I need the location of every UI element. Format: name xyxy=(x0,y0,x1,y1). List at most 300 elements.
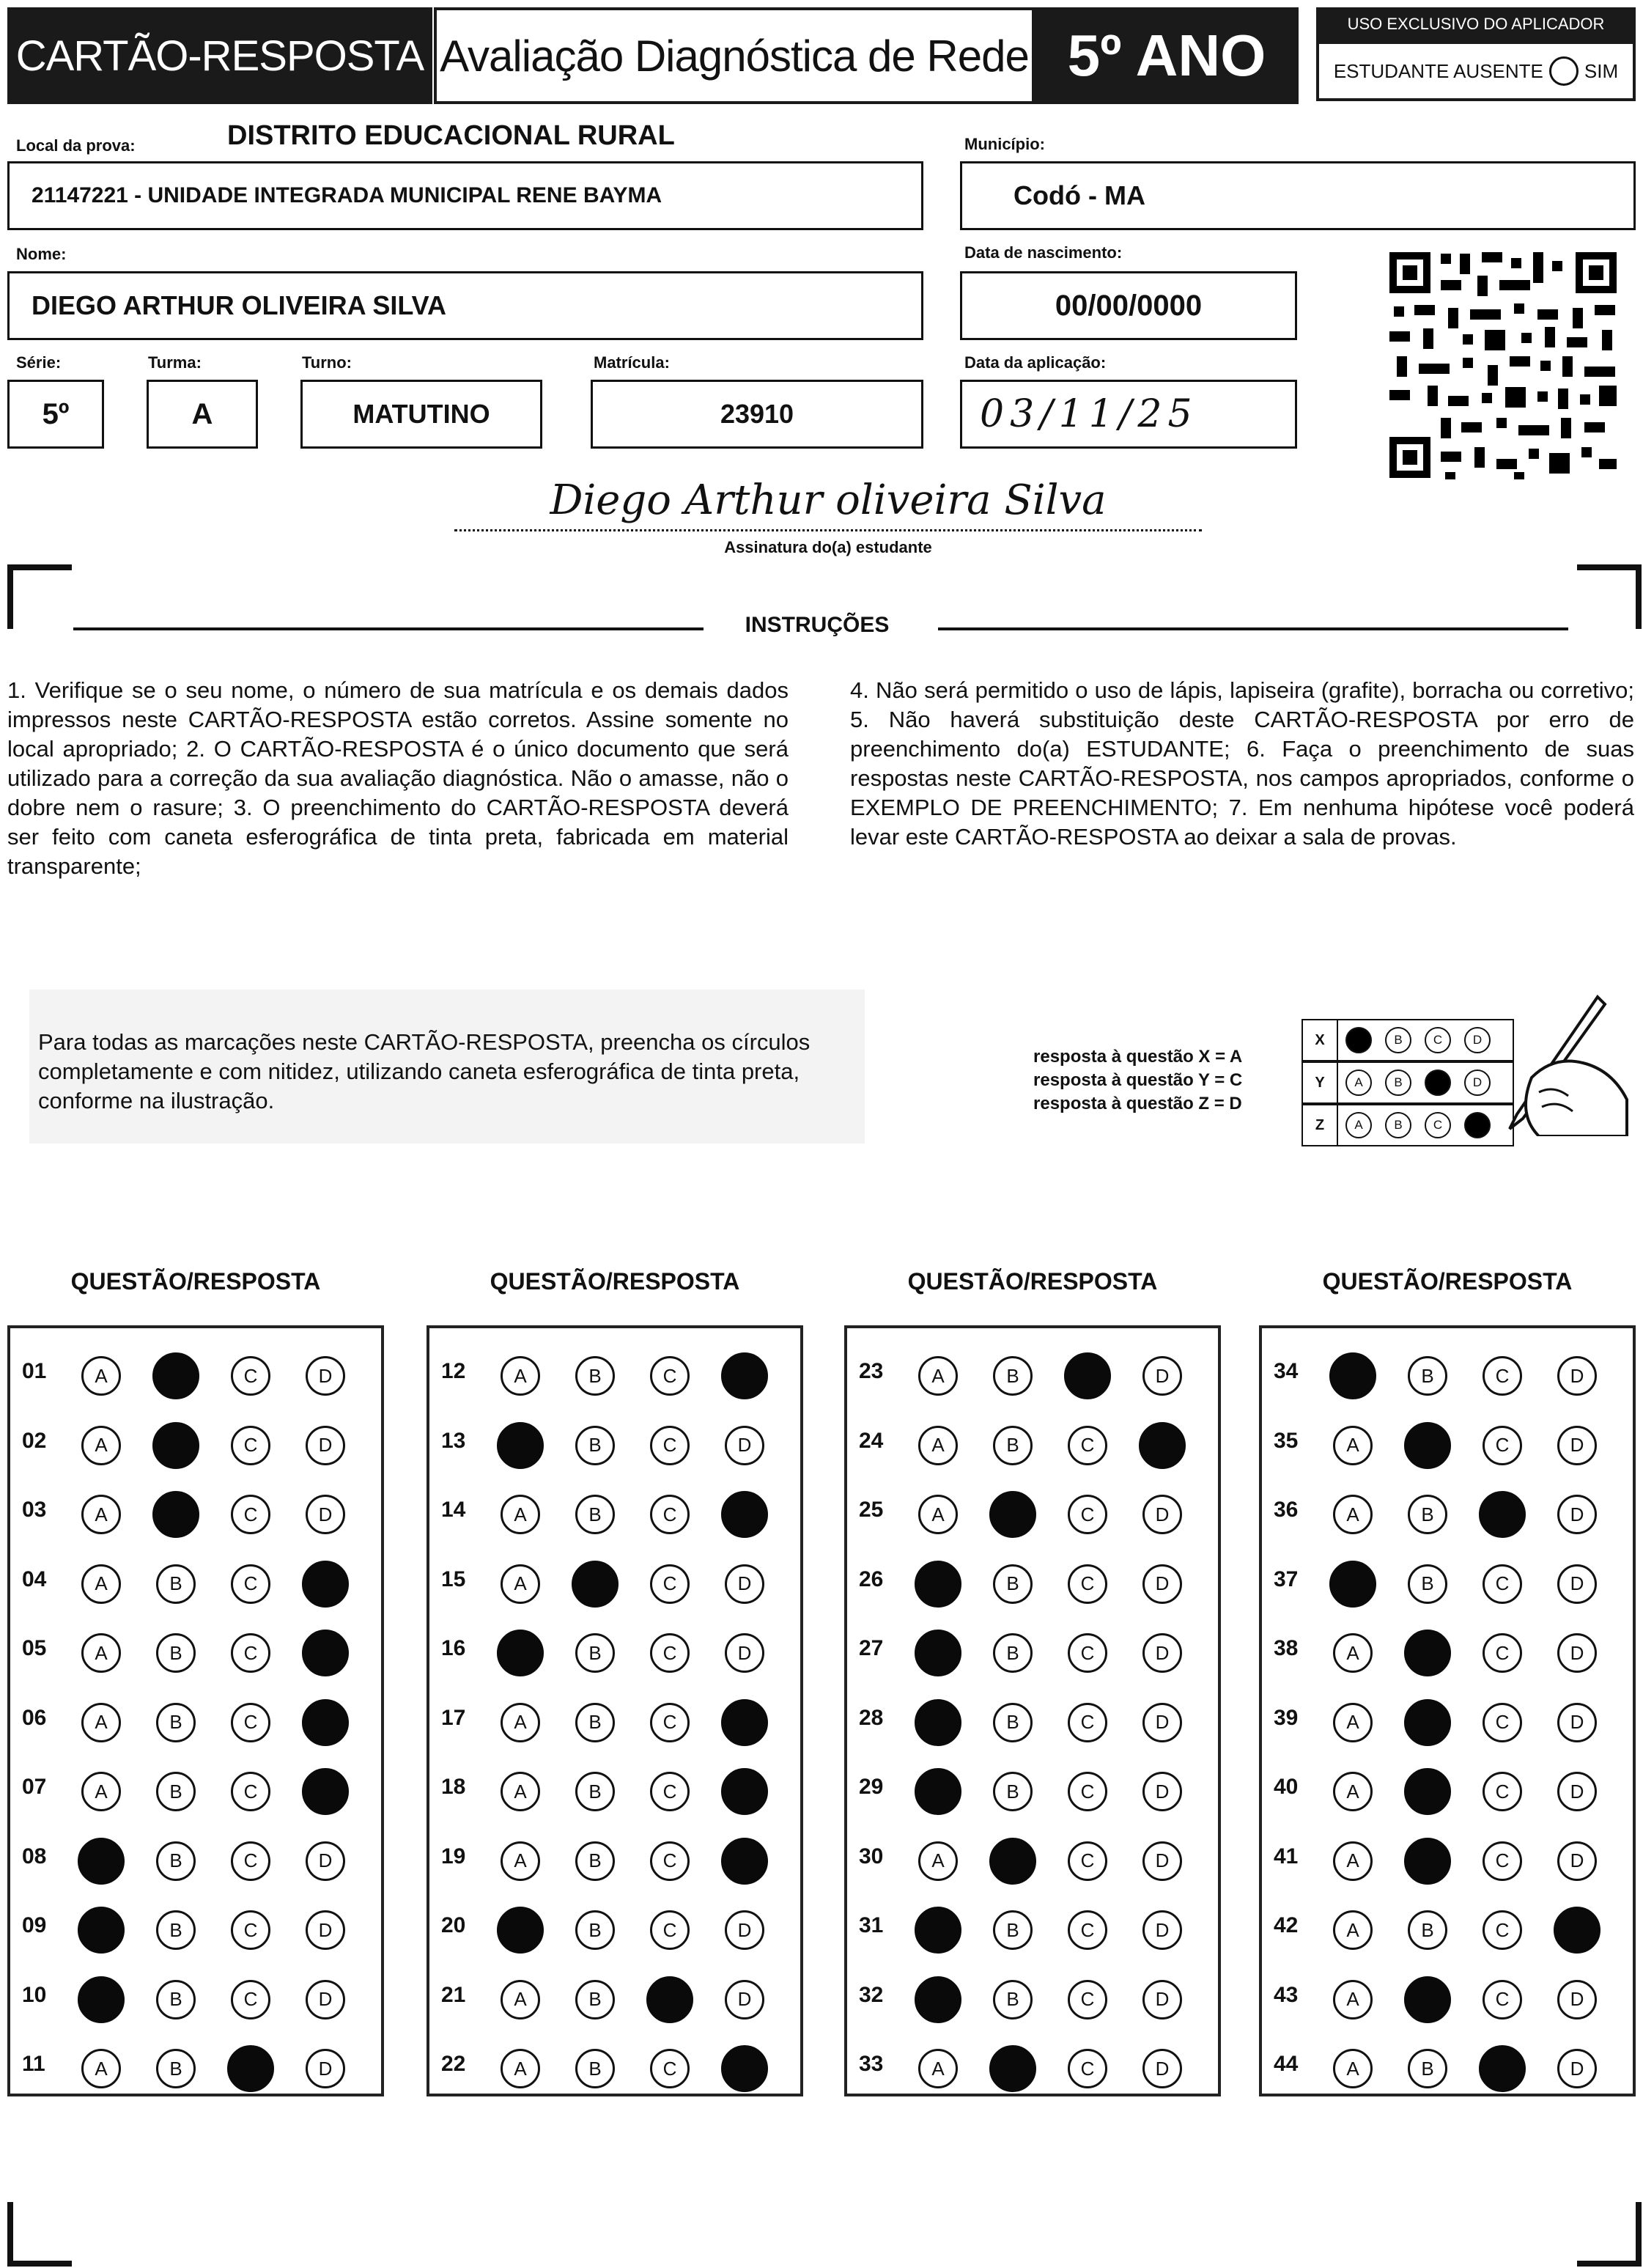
example-bubble-c: C xyxy=(1425,1027,1451,1053)
answer-bubble-a[interactable]: A xyxy=(81,1772,121,1811)
answer-bubble-c[interactable]: C xyxy=(1483,1841,1522,1881)
answer-bubble-a[interactable]: A xyxy=(1333,1980,1373,2020)
answer-bubble-b[interactable]: B xyxy=(1408,1564,1447,1604)
question-row-35 xyxy=(1262,1410,1633,1479)
answer-bubble-d[interactable]: D xyxy=(1557,1495,1597,1534)
question-number: 44 xyxy=(1274,2052,1299,2076)
question-number: 18 xyxy=(441,1775,466,1799)
answer-bubble-b[interactable] xyxy=(989,1491,1036,1538)
answer-bubble-c[interactable]: C xyxy=(231,1980,270,2020)
example-bubble-a xyxy=(1345,1027,1372,1053)
answer-bubble-d[interactable] xyxy=(1139,1422,1186,1469)
question-row-26 xyxy=(847,1548,1218,1617)
absent-student-box xyxy=(1316,41,1636,101)
pen-hand-icon xyxy=(1488,990,1634,1136)
answer-bubble-b[interactable]: B xyxy=(575,2049,615,2088)
answer-bubble-c[interactable]: C xyxy=(231,1703,270,1742)
answer-bubble-c[interactable]: C xyxy=(1483,1772,1522,1811)
question-number: 21 xyxy=(441,1982,466,2007)
answer-bubble-c[interactable]: C xyxy=(1483,1980,1522,2020)
nascimento-label: Data de nascimento: xyxy=(964,243,1123,262)
answer-bubble-b[interactable]: B xyxy=(993,1772,1033,1811)
question-number: 22 xyxy=(441,2052,466,2076)
answer-bubble-c[interactable] xyxy=(1064,1352,1111,1399)
answer-bubble-b[interactable]: B xyxy=(1408,1495,1447,1534)
answer-bubble-c[interactable]: C xyxy=(1483,1703,1522,1742)
answer-bubble-b[interactable] xyxy=(989,1838,1036,1885)
question-row-07 xyxy=(10,1756,381,1825)
answer-bubble-d[interactable]: D xyxy=(306,2049,345,2088)
answer-bubble-c[interactable]: C xyxy=(650,1703,690,1742)
answer-bubble-d[interactable]: D xyxy=(1142,1633,1182,1673)
answer-bubble-c[interactable] xyxy=(227,2045,274,2092)
answer-bubble-c[interactable]: C xyxy=(650,1426,690,1465)
card-title: CARTÃO-RESPOSTA xyxy=(7,7,432,104)
answer-bubble-d[interactable]: D xyxy=(1142,1495,1182,1534)
answer-bubble-b[interactable]: B xyxy=(575,1772,615,1811)
question-header: QUESTÃO/RESPOSTA xyxy=(907,1268,1158,1295)
exam-title: Avaliação Diagnóstica de Rede xyxy=(434,7,1035,104)
question-row-05 xyxy=(10,1617,381,1686)
question-number: 13 xyxy=(441,1428,466,1453)
answer-bubble-a[interactable]: A xyxy=(1333,1426,1373,1465)
answer-bubble-d[interactable]: D xyxy=(725,1980,764,2020)
answer-bubble-c[interactable]: C xyxy=(1483,1564,1522,1604)
answer-bubble-a[interactable]: A xyxy=(918,1356,958,1396)
answer-bubble-d[interactable]: D xyxy=(725,1910,764,1950)
answer-bubble-d[interactable]: D xyxy=(306,1426,345,1465)
aplicacao-label: Data da aplicação: xyxy=(964,353,1107,372)
answer-bubble-c[interactable]: C xyxy=(650,1564,690,1604)
question-row-23 xyxy=(847,1340,1218,1409)
answer-bubble-c[interactable]: C xyxy=(231,1772,270,1811)
answer-bubble-a[interactable]: A xyxy=(501,1703,540,1742)
question-row-15 xyxy=(429,1548,800,1617)
answer-bubble-b[interactable]: B xyxy=(993,1980,1033,2020)
question-number: 24 xyxy=(859,1428,884,1453)
answer-bubble-d[interactable]: D xyxy=(1142,1910,1182,1950)
question-row-16 xyxy=(429,1617,800,1686)
answer-bubble-d[interactable]: D xyxy=(1557,2049,1597,2088)
answer-bubble-b[interactable] xyxy=(1404,1699,1451,1746)
question-row-09 xyxy=(10,1894,381,1963)
answer-bubble-b[interactable]: B xyxy=(575,1495,615,1534)
question-number: 08 xyxy=(22,1844,47,1868)
answer-bubble-c[interactable]: C xyxy=(650,1772,690,1811)
answer-bubble-b[interactable]: B xyxy=(156,1772,196,1811)
question-number: 20 xyxy=(441,1913,466,1937)
answer-bubble-b[interactable] xyxy=(989,2045,1036,2092)
answer-bubble-c[interactable]: C xyxy=(650,1633,690,1673)
question-row-29 xyxy=(847,1756,1218,1825)
answer-bubble-b[interactable]: B xyxy=(575,1703,615,1742)
answer-bubble-c[interactable]: C xyxy=(1068,1495,1107,1534)
aplicacao-field[interactable]: 03/11/25 xyxy=(960,380,1297,449)
applicator-exclusive-label: USO EXCLUSIVO DO APLICADOR xyxy=(1316,7,1636,41)
answer-bubble-d[interactable] xyxy=(302,1630,349,1676)
answer-bubble-a[interactable]: A xyxy=(1333,2049,1373,2088)
answer-bubble-a[interactable]: A xyxy=(1333,1495,1373,1534)
answer-bubble-b[interactable]: B xyxy=(156,1703,196,1742)
answer-bubble-c[interactable] xyxy=(1479,2045,1526,2092)
answer-bubble-d[interactable]: D xyxy=(306,1495,345,1534)
question-number: 17 xyxy=(441,1705,466,1730)
absent-label: ESTUDANTE AUSENTE xyxy=(1333,59,1543,82)
answer-bubble-b[interactable]: B xyxy=(156,1980,196,2020)
serie-label: Série: xyxy=(16,353,62,372)
turma-field: A xyxy=(147,380,258,449)
answer-bubble-d[interactable] xyxy=(721,2045,768,2092)
answer-bubble-d[interactable]: D xyxy=(725,1633,764,1673)
answer-bubble-a[interactable] xyxy=(915,1907,961,1954)
answer-bubble-a[interactable] xyxy=(497,1907,544,1954)
answer-bubble-d[interactable] xyxy=(1554,1907,1600,1954)
question-number: 39 xyxy=(1274,1705,1299,1730)
grade-label: 5º ANO xyxy=(1035,7,1299,104)
answer-bubble-a[interactable]: A xyxy=(1333,1910,1373,1950)
answer-bubble-c[interactable]: C xyxy=(231,1564,270,1604)
answer-bubble-b[interactable]: B xyxy=(575,1910,615,1950)
question-row-18 xyxy=(429,1756,800,1825)
answer-bubble-b[interactable] xyxy=(1404,1768,1451,1815)
local-value: DISTRITO EDUCACIONAL RURAL xyxy=(227,120,675,151)
question-number: 23 xyxy=(859,1359,884,1383)
answer-bubble-b[interactable]: B xyxy=(993,1564,1033,1604)
question-number: 02 xyxy=(22,1428,47,1453)
corner-mark-top-left xyxy=(7,564,72,629)
answer-bubble-b[interactable]: B xyxy=(575,1426,615,1465)
municipio-label: Município: xyxy=(964,135,1045,153)
answer-bubble-a[interactable] xyxy=(915,1699,961,1746)
serie-field: 5º xyxy=(7,380,104,449)
answer-bubble-a[interactable] xyxy=(915,1561,961,1608)
example-legend xyxy=(1033,1045,1242,1116)
answer-bubble-b[interactable]: B xyxy=(993,1910,1033,1950)
question-row-24 xyxy=(847,1410,1218,1479)
answer-bubble-d[interactable]: D xyxy=(306,1980,345,2020)
question-number: 26 xyxy=(859,1566,884,1591)
answer-bubble-d[interactable]: D xyxy=(1142,1980,1182,2020)
answer-bubble-b[interactable] xyxy=(1404,1630,1451,1676)
answer-bubble-a[interactable]: A xyxy=(1333,1841,1373,1881)
answer-bubble-c[interactable]: C xyxy=(231,1633,270,1673)
question-row-19 xyxy=(429,1825,800,1894)
question-number: 36 xyxy=(1274,1498,1299,1522)
answer-bubble-a[interactable]: A xyxy=(81,1703,121,1742)
question-row-08 xyxy=(10,1825,381,1894)
answer-bubble-c[interactable]: C xyxy=(1068,1841,1107,1881)
answer-bubble-d[interactable]: D xyxy=(306,1910,345,1950)
question-row-42 xyxy=(1262,1894,1633,1963)
question-number: 40 xyxy=(1274,1775,1299,1799)
answer-bubble-d[interactable]: D xyxy=(1557,1564,1597,1604)
question-row-39 xyxy=(1262,1687,1633,1756)
answer-bubble-a[interactable] xyxy=(1329,1352,1376,1399)
answer-bubble-d[interactable] xyxy=(721,1352,768,1399)
answer-bubble-c[interactable]: C xyxy=(1068,1910,1107,1950)
answer-bubble-b[interactable]: B xyxy=(993,1633,1033,1673)
qr-code-icon xyxy=(1353,239,1636,491)
answer-bubble-d[interactable] xyxy=(721,1699,768,1746)
answer-bubble-a[interactable] xyxy=(78,1838,125,1885)
answer-bubble-d[interactable]: D xyxy=(306,1841,345,1881)
answer-bubble-b[interactable] xyxy=(1404,1838,1451,1885)
nascimento-field: 00/00/0000 xyxy=(960,271,1297,340)
question-number: 43 xyxy=(1274,1982,1299,2007)
answer-bubble-a[interactable]: A xyxy=(918,1841,958,1881)
example-bubble-d: D xyxy=(1464,1069,1491,1096)
answer-bubble-b[interactable] xyxy=(1404,1422,1451,1469)
example-question-z: Z xyxy=(1302,1104,1338,1146)
question-row-32 xyxy=(847,1964,1218,2033)
answer-bubble-c[interactable]: C xyxy=(231,1495,270,1534)
example-bubble-b: B xyxy=(1385,1112,1411,1138)
question-number: 01 xyxy=(22,1359,47,1383)
question-number: 10 xyxy=(22,1982,47,2007)
answer-bubble-b[interactable] xyxy=(572,1561,619,1608)
question-number: 34 xyxy=(1274,1359,1299,1383)
answer-bubble-b[interactable]: B xyxy=(156,1910,196,1950)
question-number: 35 xyxy=(1274,1428,1299,1453)
question-row-20 xyxy=(429,1894,800,1963)
answer-bubble-b[interactable]: B xyxy=(575,1356,615,1396)
example-bubble-a: A xyxy=(1345,1069,1372,1096)
answer-bubble-a[interactable] xyxy=(78,1907,125,1954)
answer-bubble-c[interactable]: C xyxy=(1068,1772,1107,1811)
question-row-30 xyxy=(847,1825,1218,1894)
example-bubble-d xyxy=(1464,1112,1491,1138)
answer-bubble-a[interactable]: A xyxy=(1333,1703,1373,1742)
answer-bubble-a[interactable] xyxy=(497,1422,544,1469)
question-row-36 xyxy=(1262,1479,1633,1547)
answer-bubble-d[interactable]: D xyxy=(1557,1980,1597,2020)
answer-bubble-d[interactable]: D xyxy=(1557,1841,1597,1881)
answer-bubble-b[interactable]: B xyxy=(993,1426,1033,1465)
answer-bubble-a[interactable]: A xyxy=(501,2049,540,2088)
answer-bubble-a[interactable]: A xyxy=(1333,1633,1373,1673)
answer-bubble-d[interactable]: D xyxy=(1142,1564,1182,1604)
answer-bubble-d[interactable]: D xyxy=(725,1564,764,1604)
corner-mark-bottom-left xyxy=(7,2202,72,2267)
yes-label: SIM xyxy=(1584,59,1619,82)
answer-bubble-c[interactable]: C xyxy=(231,1910,270,1950)
answer-bubble-c[interactable] xyxy=(646,1976,693,2023)
question-row-10 xyxy=(10,1964,381,2033)
answer-bubble-c[interactable]: C xyxy=(650,1356,690,1396)
answer-bubble-b[interactable]: B xyxy=(156,1633,196,1673)
answer-panel xyxy=(844,1325,1221,2096)
answer-bubble-a[interactable]: A xyxy=(81,2049,121,2088)
question-row-27 xyxy=(847,1617,1218,1686)
question-row-25 xyxy=(847,1479,1218,1547)
question-header: QUESTÃO/RESPOSTA xyxy=(490,1268,740,1295)
answer-bubble-d[interactable] xyxy=(721,1838,768,1885)
answer-bubble-a[interactable]: A xyxy=(81,1356,121,1396)
answer-bubble-a[interactable]: A xyxy=(81,1633,121,1673)
answer-bubble-a[interactable]: A xyxy=(918,1426,958,1465)
answer-bubble-d[interactable]: D xyxy=(1142,1772,1182,1811)
answer-bubble-b[interactable]: B xyxy=(993,1356,1033,1396)
corner-mark-bottom-right xyxy=(1577,2202,1642,2267)
question-number: 16 xyxy=(441,1636,466,1660)
answer-bubble-c[interactable]: C xyxy=(1483,1910,1522,1950)
answer-bubble-a[interactable]: A xyxy=(81,1495,121,1534)
answer-bubble-a[interactable]: A xyxy=(501,1841,540,1881)
example-bubble-b: B xyxy=(1385,1069,1411,1096)
answer-bubble-b[interactable]: B xyxy=(1408,1910,1447,1950)
question-row-11 xyxy=(10,2033,381,2102)
example-x-text: resposta à questão X = A xyxy=(1033,1047,1243,1067)
question-row-13 xyxy=(429,1410,800,1479)
answer-bubble-c[interactable]: C xyxy=(1068,1633,1107,1673)
example-bubble-c: C xyxy=(1425,1112,1451,1138)
question-row-01 xyxy=(10,1340,381,1409)
answer-bubble-d[interactable]: D xyxy=(1142,2049,1182,2088)
answer-bubble-d[interactable]: D xyxy=(1142,1356,1182,1396)
answer-bubble-b[interactable] xyxy=(152,1352,199,1399)
answer-bubble-c[interactable]: C xyxy=(231,1356,270,1396)
turma-label: Turma: xyxy=(148,353,202,372)
question-number: 28 xyxy=(859,1705,884,1730)
turno-label: Turno: xyxy=(302,353,352,372)
answer-bubble-d[interactable] xyxy=(302,1768,349,1815)
answer-bubble-a[interactable]: A xyxy=(501,1495,540,1534)
answer-panel xyxy=(7,1325,384,2096)
answer-bubble-d[interactable]: D xyxy=(306,1356,345,1396)
question-row-22 xyxy=(429,2033,800,2102)
example-bubble-b: B xyxy=(1385,1027,1411,1053)
question-row-03 xyxy=(10,1479,381,1547)
answer-bubble-a[interactable] xyxy=(915,1630,961,1676)
answer-bubble-c[interactable]: C xyxy=(1483,1426,1522,1465)
instructions-title: INSTRUÇÕES xyxy=(745,613,890,637)
answer-bubble-d[interactable]: D xyxy=(1557,1772,1597,1811)
question-number: 14 xyxy=(441,1498,466,1522)
answer-bubble-a[interactable] xyxy=(915,1976,961,2023)
question-number: 09 xyxy=(22,1913,47,1937)
question-number: 11 xyxy=(22,2052,45,2076)
question-number: 30 xyxy=(859,1844,884,1868)
answer-bubble-d[interactable] xyxy=(302,1561,349,1608)
question-number: 07 xyxy=(22,1775,47,1799)
answer-bubble-d[interactable]: D xyxy=(1557,1703,1597,1742)
answer-bubble-b[interactable]: B xyxy=(156,1841,196,1881)
answer-bubble-c[interactable]: C xyxy=(1068,1980,1107,2020)
nome-label: Nome: xyxy=(16,245,67,263)
question-row-12 xyxy=(429,1340,800,1409)
example-bubble-a: A xyxy=(1345,1112,1372,1138)
question-row-43 xyxy=(1262,1964,1633,2033)
answer-bubble-a[interactable]: A xyxy=(501,1564,540,1604)
absent-bubble[interactable] xyxy=(1549,56,1579,86)
turno-field: MATUTINO xyxy=(300,380,542,449)
question-row-34 xyxy=(1262,1340,1633,1409)
answer-bubble-a[interactable]: A xyxy=(501,1772,540,1811)
question-row-04 xyxy=(10,1548,381,1617)
answer-bubble-d[interactable]: D xyxy=(1557,1356,1597,1396)
answer-bubble-d[interactable] xyxy=(302,1699,349,1746)
fill-note: Para todas as marcações neste CARTÃO-RESPOSTA, preencha os círculos completamente e com nitidez, utilizando caneta esferográfica de tinta preta, conforme na ilustração. xyxy=(38,1029,811,1113)
answer-bubble-c[interactable]: C xyxy=(650,1910,690,1950)
answer-bubble-d[interactable]: D xyxy=(725,1426,764,1465)
answer-bubble-d[interactable]: D xyxy=(1557,1426,1597,1465)
answer-bubble-c[interactable]: C xyxy=(1483,1356,1522,1396)
answer-bubble-a[interactable] xyxy=(78,1976,125,2023)
answer-bubble-a[interactable]: A xyxy=(918,1495,958,1534)
answer-bubble-c[interactable]: C xyxy=(1068,1703,1107,1742)
question-number: 15 xyxy=(441,1566,466,1591)
instructions-right: 4. Não será permitido o uso de lápis, lapiseira (grafite), borracha ou corretivo; 5. Não haverá substituição deste CARTÃO-RESPOSTA por erro de preenchimento do(a) ESTUDANTE; 6. Faça o preenchimento de suas respostas neste CARTÃO-RESPOSTA, nos campos apropriados, conforme o EXEMPLO DE PREENCHIMENTO; 7. Em nenhuma hipótese você poderá levar este CARTÃO-RESPOSTA ao deixar a sala de provas. xyxy=(850,677,1634,850)
corner-mark-top-right xyxy=(1577,564,1642,629)
answer-bubble-c[interactable]: C xyxy=(231,1841,270,1881)
answer-bubble-a[interactable] xyxy=(497,1630,544,1676)
answer-bubble-c[interactable]: C xyxy=(650,2049,690,2088)
question-row-28 xyxy=(847,1687,1218,1756)
answer-bubble-b[interactable]: B xyxy=(1408,2049,1447,2088)
answer-bubble-c[interactable]: C xyxy=(650,1495,690,1534)
example-question-y: Y xyxy=(1302,1061,1338,1104)
answer-bubble-c[interactable]: C xyxy=(1483,1633,1522,1673)
answer-bubble-b[interactable] xyxy=(152,1422,199,1469)
divider-right xyxy=(938,627,1568,630)
question-number: 27 xyxy=(859,1636,884,1660)
question-number: 31 xyxy=(859,1913,884,1937)
answer-bubble-d[interactable]: D xyxy=(1557,1633,1597,1673)
answer-bubble-b[interactable]: B xyxy=(156,2049,196,2088)
answer-bubble-d[interactable]: D xyxy=(1142,1703,1182,1742)
answer-bubble-c[interactable]: C xyxy=(231,1426,270,1465)
answer-bubble-b[interactable]: B xyxy=(1408,1356,1447,1396)
answer-bubble-b[interactable] xyxy=(1404,1976,1451,2023)
answer-bubble-c[interactable]: C xyxy=(1068,1564,1107,1604)
answer-bubble-d[interactable] xyxy=(721,1491,768,1538)
divider-left xyxy=(73,627,704,630)
answer-bubble-c[interactable]: C xyxy=(1068,1426,1107,1465)
answer-bubble-b[interactable]: B xyxy=(993,1703,1033,1742)
answer-panel xyxy=(427,1325,803,2096)
answer-bubble-b[interactable]: B xyxy=(156,1564,196,1604)
answer-bubble-b[interactable] xyxy=(152,1491,199,1538)
question-row-33 xyxy=(847,2033,1218,2102)
example-question-x: X xyxy=(1302,1019,1338,1061)
question-row-44 xyxy=(1262,2033,1633,2102)
answer-bubble-a[interactable]: A xyxy=(81,1564,121,1604)
answer-bubble-a[interactable]: A xyxy=(501,1356,540,1396)
answer-bubble-d[interactable]: D xyxy=(1142,1841,1182,1881)
answer-bubble-b[interactable]: B xyxy=(575,1980,615,2020)
answer-bubble-d[interactable] xyxy=(721,1768,768,1815)
answer-bubble-a[interactable]: A xyxy=(1333,1772,1373,1811)
nome-field: DIEGO ARTHUR OLIVEIRA SILVA xyxy=(7,271,923,340)
question-row-37 xyxy=(1262,1548,1633,1617)
answer-bubble-a[interactable]: A xyxy=(81,1426,121,1465)
question-number: 12 xyxy=(441,1359,466,1383)
answer-bubble-a[interactable]: A xyxy=(501,1980,540,2020)
answer-bubble-a[interactable] xyxy=(1329,1561,1376,1608)
question-number: 06 xyxy=(22,1705,47,1730)
answer-bubble-b[interactable]: B xyxy=(575,1841,615,1881)
answer-bubble-c[interactable]: C xyxy=(1068,2049,1107,2088)
question-row-17 xyxy=(429,1687,800,1756)
answer-bubble-c[interactable] xyxy=(1479,1491,1526,1538)
answer-bubble-b[interactable]: B xyxy=(575,1633,615,1673)
question-number: 37 xyxy=(1274,1566,1299,1591)
answer-bubble-c[interactable]: C xyxy=(650,1841,690,1881)
answer-bubble-a[interactable]: A xyxy=(918,2049,958,2088)
student-signature: Diego Arthur oliveira Silva xyxy=(550,476,1107,524)
answer-bubble-a[interactable] xyxy=(915,1768,961,1815)
example-bubble-d: D xyxy=(1464,1027,1491,1053)
